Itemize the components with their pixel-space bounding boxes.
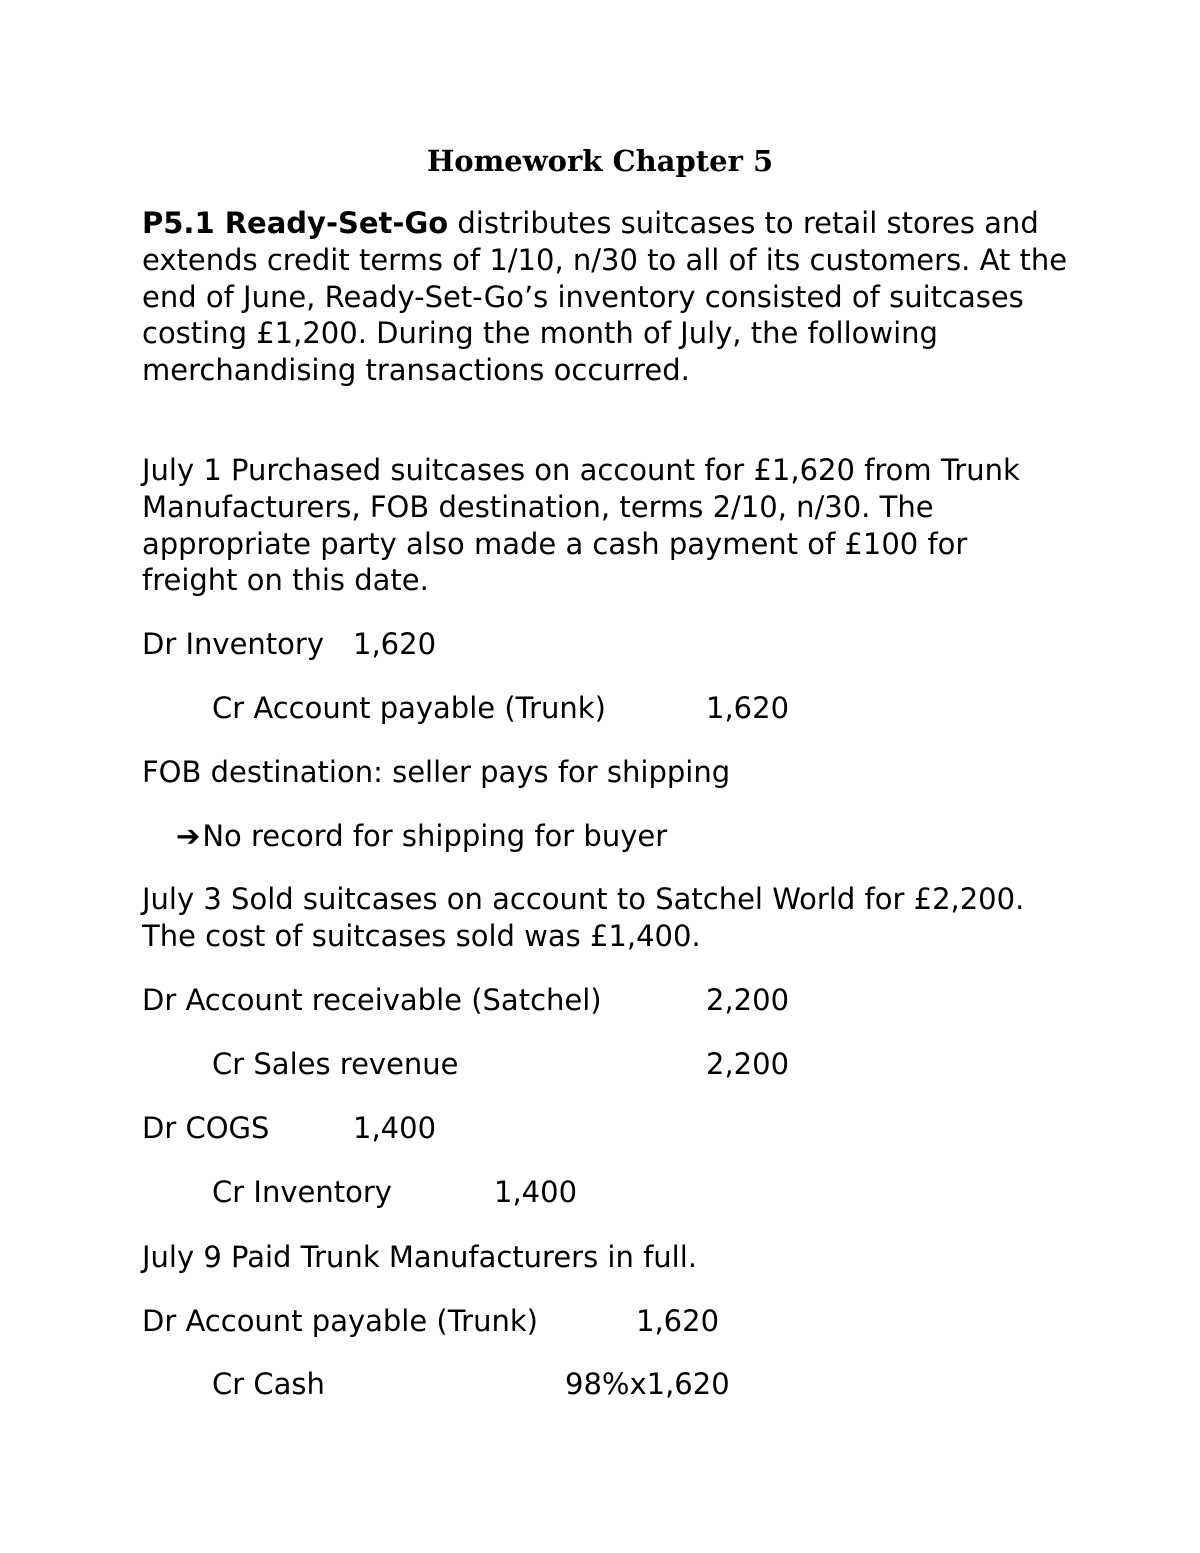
intro-paragraph — [142, 205, 1072, 389]
july1-debit-label: Dr Inventory — [142, 627, 324, 661]
intro-text: distributes suitcases to retail stores and extends credit terms of 1/10, n/30 to all of its customers. At the end of June, Ready-Set-Go’s inventory consisted of suitcases costing £1,200. During the month of July, the following merchandising transactions occurred. — [142, 206, 1068, 388]
july1-debit-amount: 1,620 — [353, 627, 437, 661]
arrow-right-icon: ➔ — [176, 819, 201, 853]
july3-credit1-label: Cr Sales revenue — [212, 1047, 459, 1081]
july9-paragraph: July 9 Paid Trunk Manufacturers in full. — [142, 1240, 698, 1274]
july1-paragraph: July 1 Purchased suitcases on account for £1,620 from Trunk Manufacturers, FOB destination, terms 2/10, n/30. The appropriate party also made a cash payment of £100 for freight on this date. — [142, 453, 1020, 598]
july3-debit2-amount: 1,400 — [353, 1111, 437, 1145]
problem-label: P5.1 Ready-Set-Go — [142, 206, 449, 240]
july9-credit-amount: 98%x1,620 — [565, 1367, 730, 1401]
july3-debit1-amount: 2,200 — [706, 983, 790, 1017]
july1-credit-amount: 1,620 — [706, 691, 790, 725]
july3-credit2-amount: 1,400 — [494, 1175, 578, 1209]
no-record-note — [176, 816, 667, 856]
fob-note: FOB destination: seller pays for shipping — [142, 755, 731, 789]
july9-credit-label: Cr Cash — [212, 1367, 325, 1401]
july1-credit-label: Cr Account payable (Trunk) — [212, 691, 606, 725]
july3-paragraph: July 3 Sold suitcases on account to Satchel World for £2,200. The cost of suitcases sold was £1,400. — [142, 882, 1025, 953]
july9-debit-label: Dr Account payable (Trunk) — [142, 1304, 538, 1338]
july3-credit1-amount: 2,200 — [706, 1047, 790, 1081]
page-title: Homework Chapter 5 — [426, 144, 774, 178]
july3-credit2-label: Cr Inventory — [212, 1175, 392, 1209]
july9-debit-amount: 1,620 — [636, 1304, 720, 1338]
july3-debit1-label: Dr Account receivable (Satchel) — [142, 983, 602, 1017]
july3-debit2-label: Dr COGS — [142, 1111, 270, 1145]
no-record-text: No record for shipping for buyer — [202, 819, 668, 853]
